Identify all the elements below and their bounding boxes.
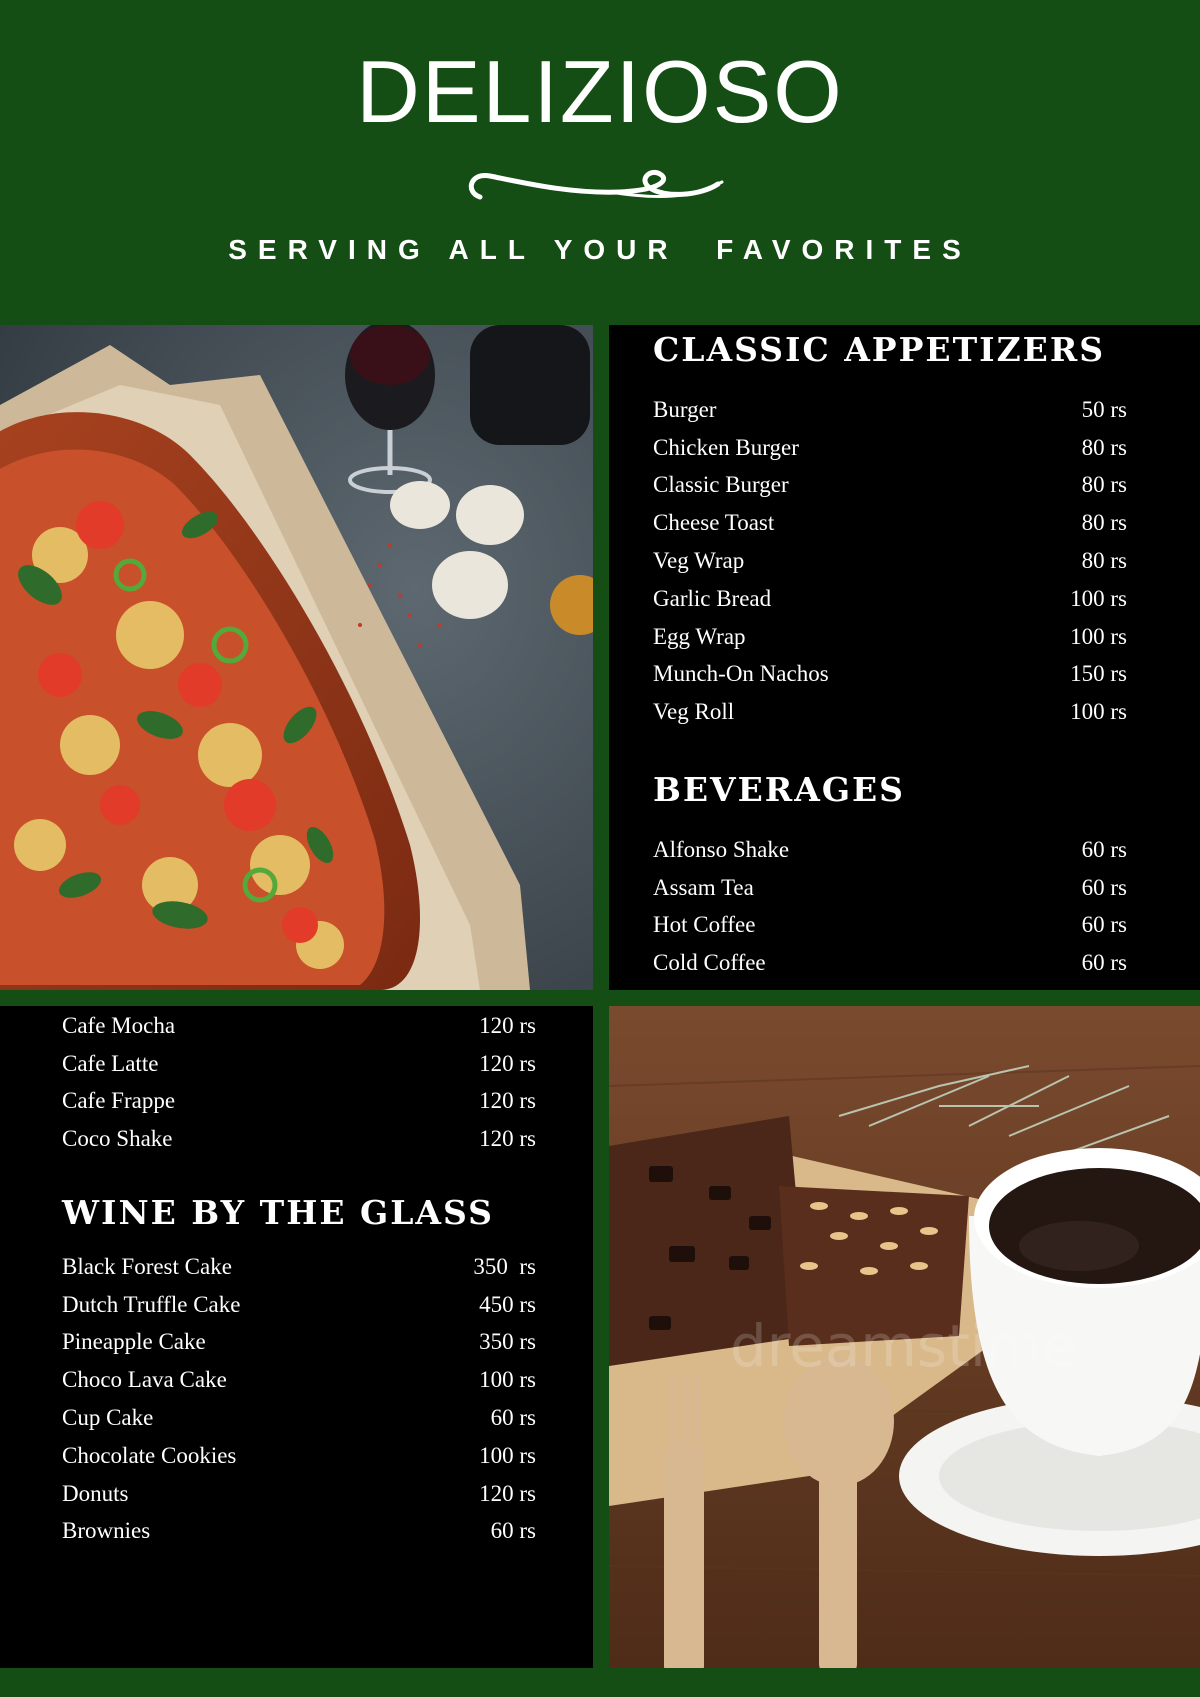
menu-item xyxy=(62,1286,536,1324)
menu-item xyxy=(62,1399,536,1437)
menu-item xyxy=(653,618,1127,656)
menu-item xyxy=(62,1083,536,1121)
item-name: Cafe Frappe xyxy=(62,1088,176,1114)
item-name: Egg Wrap xyxy=(653,623,746,649)
menu-item xyxy=(62,1007,536,1045)
item-name: Cafe Mocha xyxy=(62,1012,176,1038)
item-price: 120 rs xyxy=(479,1088,536,1114)
menu-item xyxy=(62,1324,536,1362)
item-name: Burger xyxy=(653,396,717,422)
item-price: 100 rs xyxy=(1070,585,1127,611)
item-price: 60 rs xyxy=(1081,912,1127,938)
item-name: Pineapple Cake xyxy=(62,1329,206,1355)
appetizers-title: CLASSIC APPETIZERS xyxy=(653,330,1106,369)
item-name: Chocolate Cookies xyxy=(62,1442,237,1468)
item-price: 50 rs xyxy=(1081,396,1127,422)
item-price: 120 rs xyxy=(479,1126,536,1152)
item-price: 120 rs xyxy=(479,1012,536,1038)
item-name: Cheese Toast xyxy=(653,510,775,536)
menu-item xyxy=(653,907,1127,945)
wine-title: WINE BY THE GLASS xyxy=(62,1193,494,1232)
appetizers-list xyxy=(653,391,1127,731)
item-price: 80 rs xyxy=(1081,434,1127,460)
dessert-coffee-photo xyxy=(609,1006,1200,1668)
tagline: SERVING ALL YOUR FAVORITES xyxy=(228,234,972,265)
menu-item xyxy=(653,542,1127,580)
menu-item xyxy=(653,504,1127,542)
item-price: 350 rs xyxy=(479,1329,536,1355)
beverages-list xyxy=(653,831,1127,982)
appetizers-panel xyxy=(609,325,1200,990)
item-name: Hot Coffee xyxy=(653,912,756,938)
menu-item xyxy=(62,1437,536,1475)
item-price: 120 rs xyxy=(479,1050,536,1076)
item-price: 60 rs xyxy=(1081,950,1127,976)
item-price: 100 rs xyxy=(479,1442,536,1468)
item-name: Chicken Burger xyxy=(653,434,799,460)
menu-item xyxy=(653,693,1127,731)
item-name: Brownies xyxy=(62,1518,151,1544)
item-name: Veg Wrap xyxy=(653,548,745,574)
item-price: 60 rs xyxy=(1081,836,1127,862)
beverages-title: BEVERAGES xyxy=(653,770,905,809)
item-name: Coco Shake xyxy=(62,1126,173,1152)
menu-item xyxy=(653,429,1127,467)
beverages-continued-list xyxy=(62,1007,536,1158)
item-name: Munch-On Nachos xyxy=(653,661,829,687)
decorative-flourish-icon xyxy=(460,162,740,212)
item-name: Dutch Truffle Cake xyxy=(62,1291,241,1317)
watermark-text: dreamstime xyxy=(729,1312,1079,1380)
pizza-illustration xyxy=(0,325,593,990)
item-price: 100 rs xyxy=(1070,699,1127,725)
item-price: 450 rs xyxy=(479,1291,536,1317)
menu-item xyxy=(62,1120,536,1158)
wine-list xyxy=(62,1248,536,1550)
item-price: 60 rs xyxy=(490,1518,536,1544)
menu-item xyxy=(62,1361,536,1399)
wine-panel xyxy=(0,1006,593,1668)
menu-item xyxy=(62,1475,536,1513)
item-price: 80 rs xyxy=(1081,472,1127,498)
menu-header xyxy=(0,0,1200,325)
item-name: Choco Lava Cake xyxy=(62,1367,227,1393)
menu-item xyxy=(653,869,1127,907)
item-price: 80 rs xyxy=(1081,548,1127,574)
item-name: Classic Burger xyxy=(653,472,789,498)
menu-item xyxy=(653,391,1127,429)
menu-item xyxy=(62,1513,536,1551)
restaurant-name: DELIZIOSO xyxy=(356,42,844,141)
item-name: Veg Roll xyxy=(653,699,735,725)
item-price: 60 rs xyxy=(1081,874,1127,900)
item-price: 80 rs xyxy=(1081,510,1127,536)
menu-item xyxy=(62,1248,536,1286)
menu-item xyxy=(62,1045,536,1083)
menu-item xyxy=(653,831,1127,869)
menu-item xyxy=(653,944,1127,982)
item-name: Assam Tea xyxy=(653,874,754,900)
item-name: Cold Coffee xyxy=(653,950,766,976)
item-name: Cup Cake xyxy=(62,1405,154,1431)
item-name: Black Forest Cake xyxy=(62,1253,232,1279)
menu-item xyxy=(653,656,1127,694)
item-name: Cafe Latte xyxy=(62,1050,159,1076)
item-name: Donuts xyxy=(62,1480,129,1506)
item-price: 150 rs xyxy=(1070,661,1127,687)
item-name: Alfonso Shake xyxy=(653,836,790,862)
item-price: 100 rs xyxy=(479,1367,536,1393)
item-name: Garlic Bread xyxy=(653,585,772,611)
item-price: 60 rs xyxy=(490,1405,536,1431)
item-price: 350 rs xyxy=(473,1253,536,1279)
pizza-photo xyxy=(0,325,593,990)
dessert-illustration xyxy=(609,1006,1200,1668)
item-price: 100 rs xyxy=(1070,623,1127,649)
menu-item xyxy=(653,467,1127,505)
menu-item xyxy=(653,580,1127,618)
item-price: 120 rs xyxy=(479,1480,536,1506)
